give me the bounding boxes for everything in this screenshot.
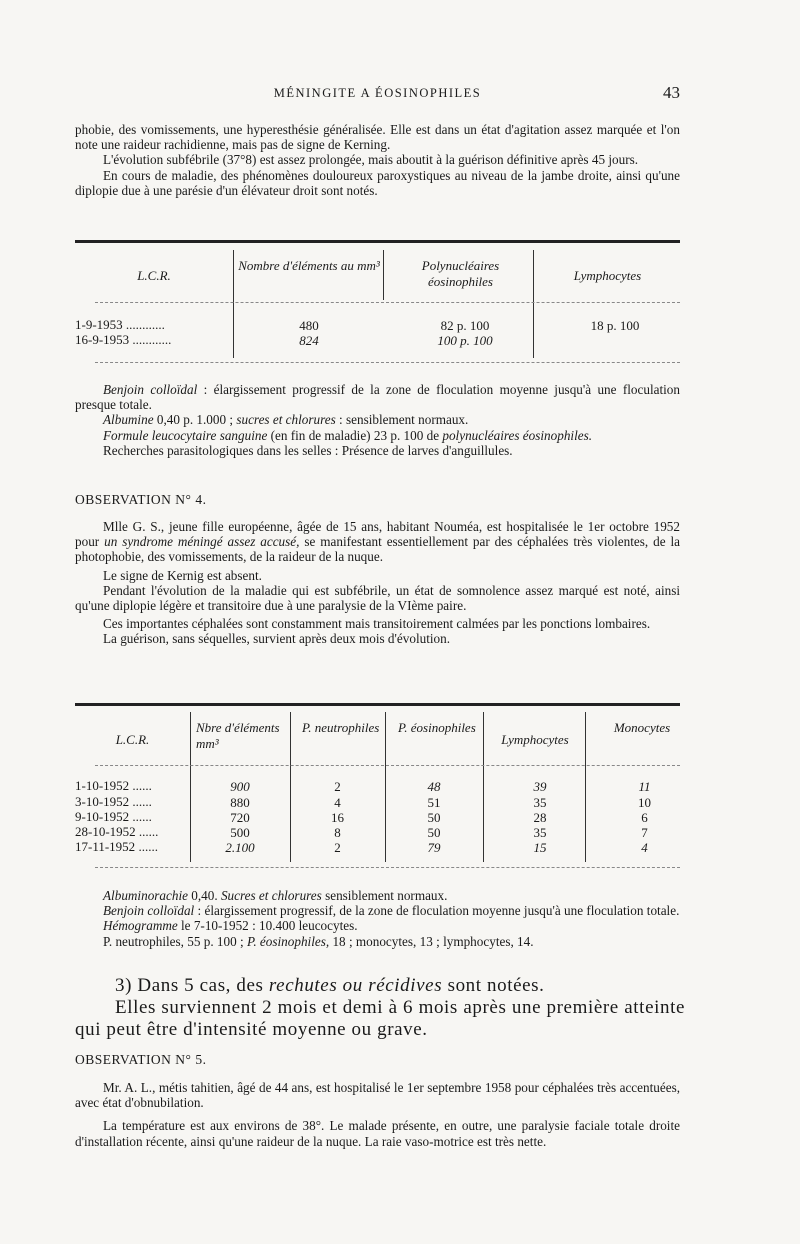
table-2-header-lymphocytes: Lymphocytes: [501, 732, 569, 747]
table-cell: 4: [334, 795, 341, 810]
table-cell: 15: [533, 840, 547, 855]
table-cell: 500: [230, 825, 250, 840]
table-cell: 2: [334, 779, 341, 794]
notes-1: Benjoin colloïdal : élargissement progressif de la zone de floculation moyenne jusqu'à une floculation presque totale. Albumine 0,40 p. 1.000 ; sucres et chlorures : sensiblement normaux. Formule leucocytaire sanguine (en fin de maladie) 23 p. 100 de polynucléaires éosinophiles. Recherches parasitologiques dans les selles : Présence de larves d'anguillules.: [75, 382, 680, 458]
notes-2: Albuminorachie 0,40. Sucres et chlorures sensiblement normaux. Benjoin colloïdal : élargissement progressif, de la zone de floculation moyenne jusqu'à une floculation totale. Hémogramme le 7-10-1952 : 10.400 leucocytes. P. neutrophiles, 55 p. 100 ; P. éosinophiles, 18 ; monocytes, 13 ; lymphocytes, 14.: [103, 888, 680, 949]
running-header: [75, 83, 680, 106]
observation-5-text: Mr. A. L., métis tahitien, âgé de 44 ans, est hospitalisé le 1er septembre 1958 pour céphalées très accentuées, avec état d'obnubilation. La température est aux environs de 38°. Le malade présente, en outre, une paralysie faciale totale droite d'installation récente, ainsi qu'une raideur de la nuque. La raie vaso-motrice est très nette.: [75, 1080, 680, 1149]
table-1-header-polynucleaires: Polynucléaires éosinophiles: [421, 258, 500, 289]
table-row: 9-10-1952 ......: [75, 809, 152, 824]
intro-paragraph-3: En cours de maladie, des phénomènes douloureux paroxystiques au niveau de la jambe droite, ainsi qu'une diplopie due à une parésie d'un élévateur droit sont notés.: [75, 167, 680, 198]
table-2-col-divider: [483, 712, 484, 862]
observation-4-heading: OBSERVATION N° 4.: [75, 492, 207, 507]
table-cell: 2: [334, 840, 341, 855]
running-title: MÉNINGITE A ÉOSINOPHILES: [273, 86, 482, 100]
table-cell: 880: [230, 795, 250, 810]
table-row: 1-9-1953 ............: [75, 317, 165, 332]
table-2-bottom-rule: [95, 867, 680, 868]
observation-4-text: Mlle G. S., jeune fille européenne, âgée de 15 ans, habitant Nouméa, est hospitalisée le 1er octobre 1952 pour un syndrome méningé assez accusé, se manifestant essentiellement par des céphalées très violentes, de la photophobie, des vomissements, de la raideur de la nuque. Le signe de Kernig est absent. Pendant l'évolution de la maladie qui est subfébrile, un état de somnolence assez marqué est noté, ainsi qu'une diplopie légère et transitoire due à une paralysie de la VIème paire. Ces importantes céphalées sont constamment mais transitoirement calmées par les ponctions lombaires. La guérison, sans séquelles, survient après deux mois d'évolution.: [75, 519, 680, 647]
table-cell: 79: [427, 840, 441, 855]
table-cell: 50: [427, 810, 441, 825]
table-cell: 100 p. 100: [437, 333, 493, 348]
table-1-header-rule: [95, 302, 680, 303]
table-cell: 720: [230, 810, 250, 825]
intro-text: [75, 122, 680, 198]
table-1-col-divider: [383, 250, 384, 300]
table-cell: 50: [427, 825, 441, 840]
table-2-header-neutro: P. neutrophiles: [302, 720, 380, 735]
observation-5-heading: OBSERVATION N° 5.: [75, 1052, 207, 1067]
table-1-header-lcr: L.C.R.: [137, 268, 171, 283]
table-cell: 900: [230, 779, 250, 794]
table-2-top-rule: [75, 703, 680, 706]
table-cell: 39: [533, 779, 547, 794]
table-cell: 28: [533, 810, 547, 825]
table-2-header-elements: Nbre d'éléments mm³: [196, 720, 280, 751]
table-1-col-divider: [233, 250, 234, 358]
table-row: 1-10-1952 ......: [75, 778, 152, 793]
table-cell: 82 p. 100: [440, 318, 490, 333]
table-2-header-monocytes: Monocytes: [613, 720, 671, 735]
table-cell: 11: [638, 779, 651, 794]
table-cell: 35: [533, 825, 547, 840]
table-row: 17-11-1952 ......: [75, 839, 158, 854]
table-cell: 824: [299, 333, 319, 348]
table-cell: 48: [427, 779, 441, 794]
table-cell: 2.100: [225, 840, 255, 855]
table-cell: 10: [638, 795, 651, 810]
table-row: 28-10-1952 ......: [75, 824, 159, 839]
table-cell: 35: [533, 795, 547, 810]
table-row: 3-10-1952 ......: [75, 794, 152, 809]
table-cell: 8: [334, 825, 341, 840]
table-2-header-rule: [95, 765, 680, 766]
intro-paragraph-1: phobie, des vomissements, une hyperesthésie généralisée. Elle est dans un état d'agitation assez marquée et l'on note une raideur rachidienne, mais pas de signe de Kerning.: [75, 122, 680, 153]
section-3-text: 3) Dans 5 cas, des rechutes ou récidives sont notées. Elles surviennent 2 mois et demi à 6 mois après une première atteinte qui peut être d'intensité moyenne ou grave.: [75, 975, 685, 1040]
table-2-header-eosino: P. éosinophiles: [398, 720, 476, 735]
table-cell: 6: [641, 810, 648, 825]
page-number: 43: [663, 83, 680, 102]
table-1-top-rule: [75, 240, 680, 243]
table-cell: 4: [641, 840, 648, 855]
table-row: 16-9-1953 ............: [75, 332, 172, 347]
table-1-bottom-rule: [95, 362, 680, 363]
table-cell: 18 p. 100: [590, 318, 640, 333]
table-cell: 51: [427, 795, 441, 810]
table-2-header-lcr: L.C.R.: [115, 732, 150, 747]
table-1-header-elements: Nombre d'éléments au mm³: [238, 258, 380, 273]
table-cell: 16: [331, 810, 344, 825]
table-1-header-lymphocytes: Lymphocytes: [573, 268, 642, 283]
table-cell: 480: [299, 318, 319, 333]
intro-paragraph-2: L'évolution subfébrile (37°8) est assez prolongée, mais aboutit à la guérison définitive après 45 jours.: [103, 152, 639, 168]
table-cell: 7: [641, 825, 648, 840]
